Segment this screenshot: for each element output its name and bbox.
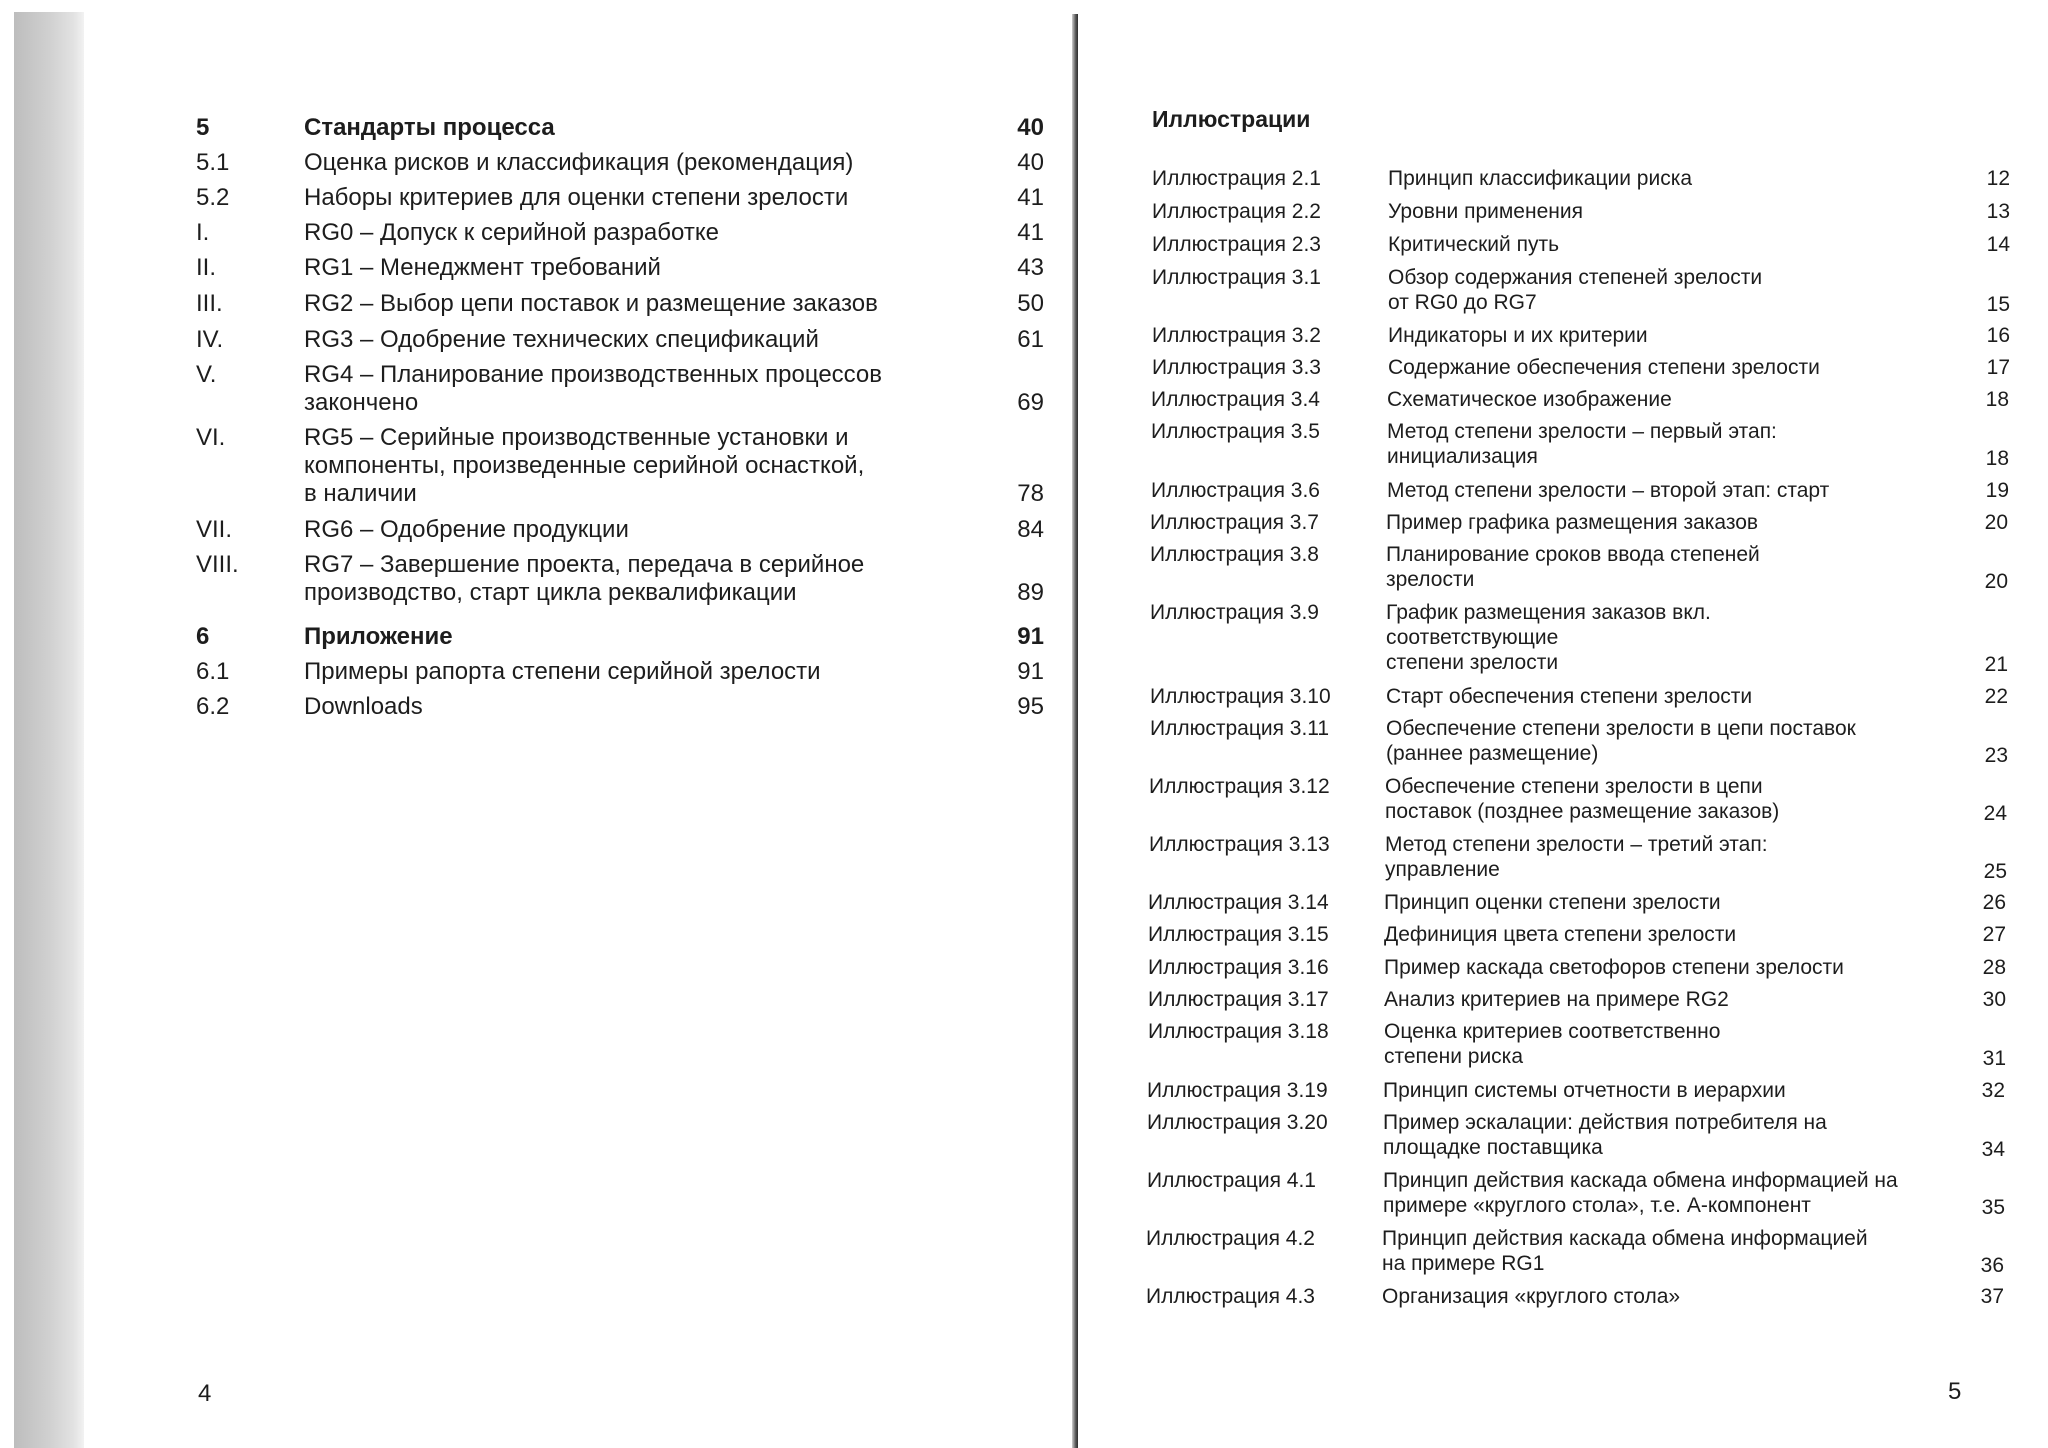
toc-number: I. <box>196 219 210 246</box>
illustration-label: Иллюстрация 3.2 <box>1152 324 1321 347</box>
toc-number: VII. <box>196 516 233 543</box>
illustration-label: Иллюстрация 3.8 <box>1150 543 1319 566</box>
illustration-page: 13 <box>1986 200 2010 223</box>
illustration-page: 30 <box>1982 988 2006 1011</box>
toc-number: VI. <box>196 424 226 451</box>
page-number: 4 <box>198 1380 212 1407</box>
illustration-desc: Старт обеспечения степени зрелости <box>1386 685 1753 708</box>
illustration-desc: Принцип классификации риска <box>1388 167 1693 190</box>
toc-title: RG3 – Одобрение технических спецификаций <box>304 326 819 353</box>
toc-page: 50 <box>1017 290 1044 317</box>
illustration-label: Иллюстрация 3.5 <box>1151 420 1320 443</box>
illustration-page: 37 <box>1980 1285 2004 1308</box>
illustration-page: 20 <box>1984 511 2008 534</box>
illustration-desc: Метод степени зрелости – третий этап: управление <box>1385 833 1768 881</box>
illustration-desc: Принцип системы отчетности в иерархии <box>1383 1079 1786 1102</box>
illustration-label: Иллюстрация 3.10 <box>1150 685 1331 708</box>
illustration-page: 16 <box>1986 324 2010 347</box>
toc-page: 84 <box>1017 516 1044 543</box>
illustration-desc: Оценка критериев соответственно степени риска <box>1384 1020 1721 1068</box>
left-page <box>84 0 1072 1448</box>
illustration-label: Иллюстрация 3.1 <box>1152 266 1321 289</box>
toc-page: 89 <box>1017 579 1044 606</box>
illustration-desc: Принцип оценки степени зрелости <box>1384 891 1721 914</box>
illustration-desc: Критический путь <box>1388 233 1560 256</box>
illustration-page: 24 <box>1983 802 2007 825</box>
illustration-page: 17 <box>1986 356 2010 379</box>
illustration-page: 18 <box>1985 447 2009 470</box>
illustration-page: 36 <box>1980 1254 2004 1277</box>
toc-title: RG6 – Одобрение продукции <box>304 516 629 543</box>
illustration-page: 12 <box>1986 167 2010 190</box>
illustration-desc: Содержание обеспечения степени зрелости <box>1388 356 1820 379</box>
toc-title: Примеры рапорта степени серийной зрелости <box>304 658 821 685</box>
toc-page: 61 <box>1017 326 1044 353</box>
illustration-desc: Индикаторы и их критерии <box>1388 324 1648 347</box>
toc-title: RG0 – Допуск к серийной разработке <box>304 219 719 246</box>
illustration-label: Иллюстрация 3.9 <box>1150 601 1319 624</box>
toc-title: Стандарты процесса <box>304 114 555 141</box>
toc-number: 5.1 <box>196 149 230 176</box>
toc-page: 43 <box>1017 254 1044 281</box>
illustration-desc: Обеспечение степени зрелости в цепи поставок (раннее размещение) <box>1386 717 1856 765</box>
illustration-label: Иллюстрация 2.1 <box>1152 167 1321 190</box>
illustration-page: 18 <box>1985 388 2009 411</box>
toc-number: 6.1 <box>196 658 230 685</box>
illustration-label: Иллюстрация 3.18 <box>1148 1020 1329 1043</box>
illustration-desc: Пример графика размещения заказов <box>1386 511 1759 534</box>
illustration-label: Иллюстрация 4.2 <box>1146 1227 1315 1250</box>
illustration-desc: Организация «круглого стола» <box>1382 1285 1681 1308</box>
toc-page: 41 <box>1017 184 1044 211</box>
illustration-label: Иллюстрация 3.20 <box>1147 1111 1328 1134</box>
illustration-page: 23 <box>1984 744 2008 767</box>
illustration-label: Иллюстрация 3.3 <box>1152 356 1321 379</box>
illustration-desc: Уровни применения <box>1388 200 1583 223</box>
illustration-desc: Дефиниция цвета степени зрелости <box>1384 923 1737 946</box>
illustration-desc: Обеспечение степени зрелости в цепи поставок (позднее размещение заказов) <box>1385 775 1780 823</box>
illustration-label: Иллюстрация 3.13 <box>1149 833 1330 856</box>
illustration-label: Иллюстрация 3.12 <box>1149 775 1330 798</box>
illustration-label: Иллюстрация 2.2 <box>1152 200 1321 223</box>
illustration-label: Иллюстрация 4.1 <box>1147 1169 1316 1192</box>
illustration-desc: Схематическое изображение <box>1387 388 1672 411</box>
illustration-desc: Планирование сроков ввода степеней зрелости <box>1386 543 1760 591</box>
toc-number: 6 <box>196 623 210 650</box>
toc-title: Наборы критериев для оценки степени зрелости <box>304 184 849 211</box>
toc-page: 69 <box>1017 389 1044 416</box>
toc-number: II. <box>196 254 217 281</box>
illustration-page: 31 <box>1982 1047 2006 1070</box>
illustration-page: 32 <box>1981 1079 2005 1102</box>
page-edge-shadow <box>14 12 84 1448</box>
toc-page: 95 <box>1017 693 1044 720</box>
toc-page: 41 <box>1017 219 1044 246</box>
illustration-page: 27 <box>1982 923 2006 946</box>
toc-title: RG5 – Серийные производственные установки и компоненты, произведенные серийной оснасткой, в наличии <box>304 424 865 507</box>
illustration-page: 34 <box>1981 1138 2005 1161</box>
illustration-label: Иллюстрация 4.3 <box>1146 1285 1315 1308</box>
page-number: 5 <box>1948 1378 1962 1405</box>
scan-margin <box>0 0 14 1448</box>
illustration-desc: График размещения заказов вкл. соответствующие степени зрелости <box>1386 601 1711 674</box>
illustration-desc: Принцип действия каскада обмена информацией на примере «круглого стола», т.е. А-компонент <box>1383 1169 1898 1217</box>
illustration-page: 28 <box>1982 956 2006 979</box>
toc-number: III. <box>196 290 223 317</box>
toc-page: 91 <box>1017 623 1044 650</box>
illustration-page: 19 <box>1985 479 2009 502</box>
illustration-label: Иллюстрация 3.7 <box>1150 511 1319 534</box>
illustration-desc: Обзор содержания степеней зрелости от RG0 до RG7 <box>1388 266 1763 314</box>
illustration-desc: Анализ критериев на примере RG2 <box>1384 988 1729 1011</box>
toc-title: Приложение <box>304 623 453 650</box>
illustration-page: 21 <box>1984 653 2008 676</box>
right-page <box>1078 0 2048 1448</box>
toc-number: V. <box>196 361 217 388</box>
illustration-page: 35 <box>1981 1196 2005 1219</box>
illustration-page: 20 <box>1984 570 2008 593</box>
toc-title: Downloads <box>304 693 423 720</box>
toc-number: 6.2 <box>196 693 230 720</box>
toc-page: 78 <box>1017 480 1044 507</box>
illustration-label: Иллюстрация 3.15 <box>1148 923 1329 946</box>
illustration-label: Иллюстрация 3.4 <box>1151 388 1320 411</box>
toc-title: Оценка рисков и классификация (рекомендация) <box>304 149 854 176</box>
illustration-desc: Метод степени зрелости – второй этап: старт <box>1387 479 1830 502</box>
toc-number: IV. <box>196 326 224 353</box>
illustration-desc: Пример эскалации: действия потребителя на площадке поставщика <box>1383 1111 1827 1159</box>
illustration-label: Иллюстрация 3.6 <box>1151 479 1320 502</box>
toc-title: RG1 – Менеджмент требований <box>304 254 661 281</box>
toc-number: 5 <box>196 114 210 141</box>
illustration-desc: Пример каскада светофоров степени зрелости <box>1384 956 1844 979</box>
illustration-desc: Принцип действия каскада обмена информацией на примере RG1 <box>1382 1227 1868 1275</box>
toc-title: RG4 – Планирование производственных процессов закончено <box>304 361 883 416</box>
toc-page: 40 <box>1017 114 1044 141</box>
illustration-page: 22 <box>1984 685 2008 708</box>
illustration-page: 15 <box>1986 293 2010 316</box>
illustration-page: 26 <box>1982 891 2006 914</box>
toc-number: VIII. <box>196 551 239 578</box>
illustration-desc: Метод степени зрелости – первый этап: инициализация <box>1387 420 1777 468</box>
illustration-label: Иллюстрация 3.11 <box>1150 717 1330 740</box>
illustration-label: Иллюстрация 3.17 <box>1148 988 1329 1011</box>
toc-page: 91 <box>1017 658 1044 685</box>
toc-title: RG7 – Завершение проекта, передача в серийное производство, старт цикла реквалификации <box>304 551 865 606</box>
toc-page: 40 <box>1017 149 1044 176</box>
illustration-label: Иллюстрация 2.3 <box>1152 233 1321 256</box>
illustration-label: Иллюстрация 3.19 <box>1147 1079 1328 1102</box>
illustration-label: Иллюстрация 3.16 <box>1148 956 1329 979</box>
illustration-page: 14 <box>1986 233 2010 256</box>
toc-title: RG2 – Выбор цепи поставок и размещение заказов <box>304 290 878 317</box>
illustration-label: Иллюстрация 3.14 <box>1148 891 1329 914</box>
illustrations-heading: Иллюстрации <box>1152 106 1311 132</box>
toc-number: 5.2 <box>196 184 230 211</box>
illustration-page: 25 <box>1983 860 2007 883</box>
